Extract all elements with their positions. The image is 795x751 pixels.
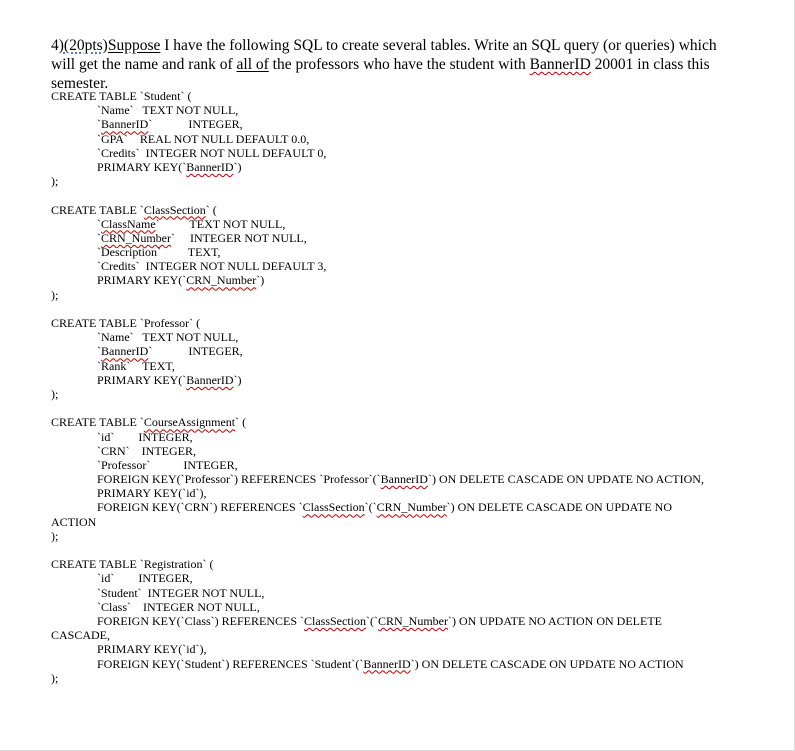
courseassignment-foreign-key-professor: FOREIGN KEY(`Professor`) REFERENCES `Professor`(`BannerID`) ON DELETE CASCADE ON UPDATE NO ACTION, [97,472,704,487]
classsection-field-classname: `ClassName` TEXT NOT NULL, [97,216,286,231]
student-primary-key: PRIMARY KEY(`BannerID`) [97,159,242,174]
question-paragraph [51,36,741,93]
courseassignment-field-id: `id` INTEGER, [97,429,193,444]
classsection-primary-key: PRIMARY KEY(`CRN_Number`) [97,273,265,288]
professor-field-bannerid: `BannerID` INTEGER, [97,344,243,359]
courseassignment-field-professor: `Professor` INTEGER, [97,457,238,472]
classsection-close: ); [51,287,59,302]
student-field-credits: `Credits` INTEGER NOT NULL DEFAULT 0, [97,145,327,160]
courseassignment-primary-key: PRIMARY KEY(`id`), [97,486,207,501]
classsection-create-line: CREATE TABLE `ClassSection` ( [51,202,217,217]
courseassignment-close: ); [51,528,59,543]
question-bannerid: BannerID [529,56,591,73]
registration-field-student: `Student` INTEGER NOT NULL, [97,585,265,600]
registration-foreign-key-class: FOREIGN KEY(`Class`) REFERENCES `ClassSection`(`CRN_Number`) ON UPDATE NO ACTION ON DELETE [97,613,662,628]
question-text-2: the professors who have the student with [268,56,530,73]
question-text-1: I have the following SQL to create several tables. Write an SQL query (or queries) which will get the name and rank of [51,37,717,73]
student-field-name: `Name` TEXT NOT NULL, [97,103,239,118]
professor-primary-key: PRIMARY KEY(`BannerID`) [97,372,242,387]
professor-field-name: `Name` TEXT NOT NULL, [97,330,239,345]
student-field-bannerid: `BannerID` INTEGER, [97,117,243,132]
courseassignment-create-line: CREATE TABLE `CourseAssignment` ( [51,415,247,430]
registration-close: ); [51,670,59,685]
courseassignment-wrap: ACTION [51,514,97,529]
classsection-field-credits: `Credits` INTEGER NOT NULL DEFAULT 3, [97,259,327,274]
registration-foreign-key-student: FOREIGN KEY(`Student`) REFERENCES `Student`(`BannerID`) ON DELETE CASCADE ON UPDATE NO ACTION [97,656,684,671]
courseassignment-field-crn: `CRN` INTEGER, [97,443,196,458]
registration-primary-key: PRIMARY KEY(`id`), [97,642,207,657]
registration-wrap: CASCADE, [51,628,111,643]
professor-close: ); [51,386,59,401]
question-text-3: 20001 in class this semester. [51,56,710,92]
student-create-line: CREATE TABLE `Student` ( [51,89,192,103]
question-suppose: Suppose [107,37,161,54]
registration-create-line: CREATE TABLE `Registration` ( [51,557,214,572]
question-points: (20pts) [63,37,108,54]
classsection-field-crn: `CRN_Number` INTEGER NOT NULL, [97,230,307,245]
professor-create-line: CREATE TABLE `Professor` ( [51,316,201,330]
sql-code-block [51,89,751,685]
courseassignment-foreign-key-crn: FOREIGN KEY(`CRN`) REFERENCES `ClassSection`(`CRN_Number`) ON DELETE CASCADE ON UPDATE NO [97,500,672,515]
classsection-field-description: `Description` TEXT, [97,245,221,260]
student-field-gpa: `GPA` REAL NOT NULL DEFAULT 0.0, [97,131,310,146]
question-emphasis: all of [236,56,269,73]
registration-field-id: `id` INTEGER, [97,571,193,586]
professor-field-rank: `Rank` TEXT, [97,358,175,373]
question-number: 4) [51,37,64,54]
registration-field-class: `Class` INTEGER NOT NULL, [97,599,260,614]
student-close: ); [51,174,59,189]
